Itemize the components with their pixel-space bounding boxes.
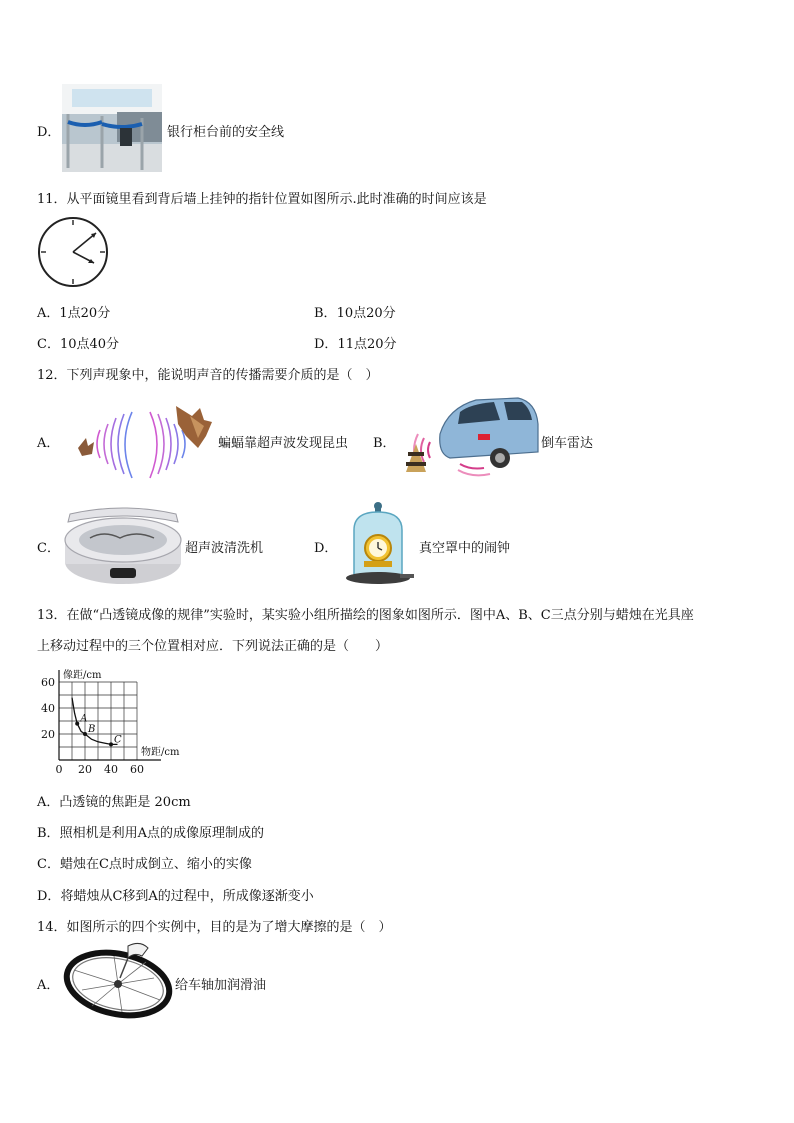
q11-option-c[interactable] [37, 333, 119, 352]
q11-stem: 11．从平面镜里看到背后墙上挂钟的指针位置如图所示.此时准确的时间应该是 [37, 192, 487, 207]
q13-option-a[interactable] [37, 791, 191, 810]
q14-option-a-label[interactable]: A． [37, 978, 60, 993]
chart-x-tick-label: 40 [104, 763, 118, 776]
q11-option-b-label: B． [314, 306, 337, 321]
q12-option-a-label[interactable]: A． [37, 436, 60, 451]
q13-stem-line2: 上移动过程中的三个位置相对应．下列说法正确的是（ ） [37, 639, 389, 654]
chart-x-tick-label: 0 [55, 763, 63, 776]
q14-option-a-text: 给车轴加润滑油 [175, 978, 267, 993]
chart-y-tick-label: 20 [41, 728, 55, 741]
vacuum-bell-jar-image [344, 500, 416, 588]
q13-option-c-text: 蜡烛在C点时成倒立、缩小的实像 [59, 857, 252, 872]
q11-option-c-label: C． [37, 337, 60, 352]
q13-option-b-label: B． [37, 826, 60, 841]
q11-option-a-text: 1点20分 [59, 306, 111, 321]
bicycle-wheel-image [62, 940, 174, 1020]
q12-option-a-text: 蝙蝠靠超声波发现昆虫 [218, 436, 349, 451]
chart-x-tick-label: 60 [130, 763, 144, 776]
ultrasonic-cleaner-image [62, 506, 184, 586]
q12-option-d-label[interactable]: D． [314, 541, 338, 556]
q11-option-c-text: 10点40分 [59, 337, 120, 352]
q14-stem: 14．如图所示的四个实例中，目的是为了增大摩擦的是（ ） [37, 920, 392, 935]
chart-point-label: C [114, 734, 122, 746]
q11-option-d-label: D． [314, 337, 338, 352]
chart-x-axis-label: 物距/cm [141, 747, 180, 758]
q13-option-d[interactable] [37, 885, 314, 904]
chart-x-tick-label: 20 [78, 763, 92, 776]
q13-option-d-text: 将蜡烛从C移到A的过程中，所成像逐渐变小 [60, 889, 314, 904]
q12-option-d-text: 真空罩中的闹钟 [419, 541, 511, 556]
q11-option-a[interactable] [37, 302, 110, 321]
q10-option-d-label: D． [37, 125, 61, 140]
q12-stem: 12．下列声现象中，能说明声音的传播需要介质的是（ ） [37, 368, 379, 383]
chart-point-label: B [88, 724, 96, 735]
q11-option-a-label: A． [37, 306, 60, 321]
chart-y-tick-label: 40 [41, 702, 55, 715]
lens-image-chart [38, 664, 198, 776]
bank-counter-image [62, 84, 162, 172]
q12-option-b-label[interactable]: B． [373, 436, 396, 451]
chart-point-label: A [80, 713, 88, 725]
mirror-clock-figure [36, 215, 110, 289]
chart-y-tick-label: 60 [41, 676, 55, 689]
q11-option-d-text: 11点20分 [337, 337, 397, 352]
bat-ultrasound-image [74, 402, 216, 486]
q13-option-d-label: D． [37, 889, 61, 904]
q13-option-c-label: C． [37, 857, 60, 872]
q12-option-b-text: 倒车雷达 [541, 436, 594, 451]
q13-option-a-label: A． [37, 795, 60, 810]
chart-point-a [75, 722, 79, 726]
q13-option-a-text: 凸透镜的焦距是 20cm [59, 795, 191, 810]
q13-option-c[interactable] [37, 853, 252, 872]
q13-option-b-text: 照相机是利用A点的成像原理制成的 [59, 826, 264, 841]
chart-point-c [109, 742, 113, 746]
q12-option-c-text: 超声波清洗机 [185, 541, 264, 556]
q11-option-b-text: 10点20分 [336, 306, 396, 321]
q13-stem-line1: 13．在做“凸透镜成像的规律”实验时，某实验小组所描绘的图象如图所示．图中A、B、C三点分别与蜡烛在光具座 [37, 608, 694, 623]
q11-option-d[interactable] [314, 333, 397, 352]
q13-option-b[interactable] [37, 822, 264, 841]
chart-point-b [83, 732, 87, 736]
chart-y-axis-label: 像距/cm [63, 670, 102, 681]
q11-option-b[interactable] [314, 302, 396, 321]
reversing-radar-car-image [400, 394, 540, 480]
q10-option-d-text: 银行柜台前的安全线 [167, 125, 285, 140]
q12-option-c-label[interactable]: C． [37, 541, 60, 556]
